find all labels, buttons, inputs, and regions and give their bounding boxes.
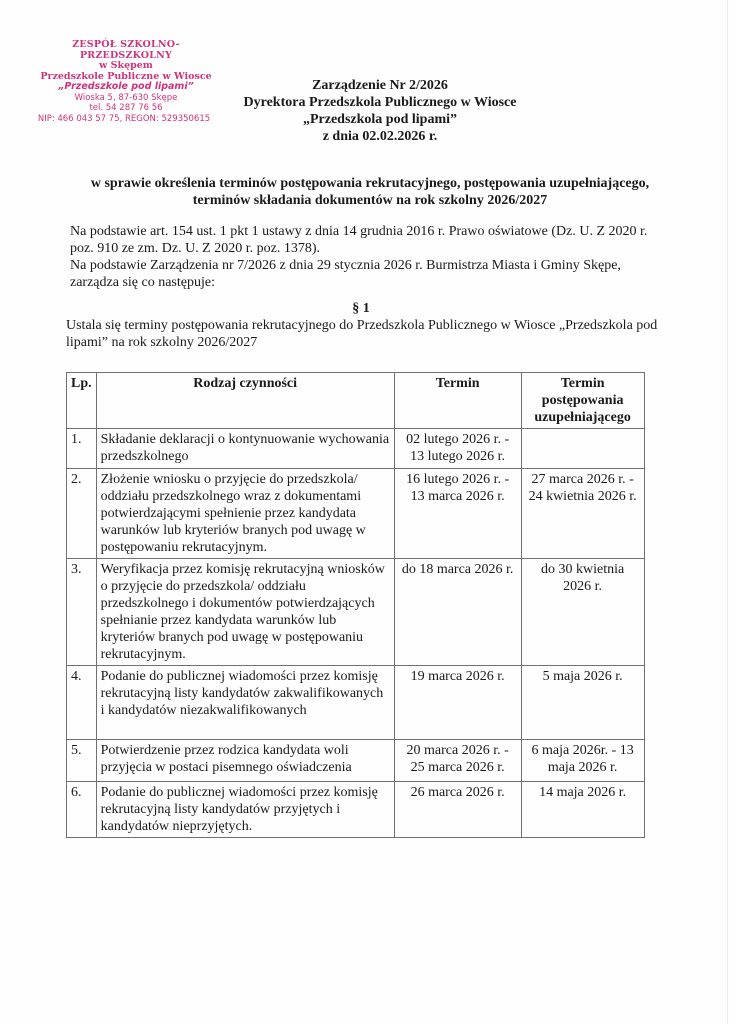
basis-paragraph: Na podstawie art. 154 ust. 1 pkt 1 ustawy z dnia 14 grudnia 2016 r. Prawo oświatowe (Dz. U. Z 2020 r. poz. 910 ze zm. Dz. U. Z 2020 r. poz. 1378). [70,224,648,256]
document-subject [60,175,680,209]
cell-lp: 3. [67,559,97,666]
table-row [67,740,645,782]
title-issuer: Dyrektora Przedszkola Publicznego w Wiosce [243,95,517,110]
table-row [67,666,645,740]
stamp-nip-regon: NIP: 466 043 57 75, REGON: 529350615 [37,113,211,124]
header-activity: Rodzaj czynności [96,373,394,429]
subject-line: terminów składania dokumentów na rok szkolny 2026/2027 [192,193,548,208]
cell-term-supplementary [521,429,644,469]
stamp-line: ZESPÓŁ SZKOLNO-PRZEDSZKOLNY [72,39,180,61]
cell-term-supplementary: 6 maja 2026r. - 13 maja 2026 r. [521,740,644,782]
cell-activity: Podanie do publicznej wiadomości przez komisję rekrutacyjną listy kandydatów przyjętych i kandydatów nieprzyjętych. [96,782,394,838]
page-edge [727,0,728,1024]
cell-activity: Złożenie wniosku o przyjęcie do przedszkola/ oddziału przedszkolnego wraz z dokumentami potwierdzającymi spełnienie przez kandydata warunków lub kryteriów branych pod uwagę w postępowaniu rekrutacyjnym. [96,469,394,559]
table-row [67,559,645,666]
table-row [67,429,645,469]
cell-term-supplementary: 27 marca 2026 r. - 24 kwietnia 2026 r. [521,469,644,559]
subject-line: w sprawie określenia terminów postępowania rekrutacyjnego, postępowania uzupełniającego, [90,176,650,191]
stamp-address: Wioska 5, 87-630 Skępe [74,92,178,103]
stamp-line: w Skępem [99,60,153,71]
cell-activity: Weryfikacja przez komisję rekrutacyjną wniosków o przyjęcie do przedszkola/ oddziału przedszkolnego i dokumentów potwierdzających spełnianie przez kandydata warunków lub kryteriów branych pod uwagę w postępowaniu rekrutacyjnym. [96,559,394,666]
stamp-phone: tel. 54 287 76 56 [89,103,163,113]
table-header-row [67,373,645,429]
stamp-line: „Przedszkole pod lipami” [58,81,194,92]
section-heading: § 1 [352,301,370,316]
document-title [190,77,570,145]
header-term-supplementary: Termin postępowania uzupełniającego [521,373,644,429]
cell-lp: 1. [67,429,97,469]
legal-basis [70,223,670,291]
cell-term: do 18 marca 2026 r. [394,559,521,666]
schedule-table [66,372,645,838]
header-lp: Lp. [67,373,97,429]
cell-lp: 4. [67,666,97,740]
cell-lp: 5. [67,740,97,782]
cell-term: 16 lutego 2026 r. - 13 marca 2026 r. [394,469,521,559]
cell-lp: 2. [67,469,97,559]
title-date: z dnia 02.02.2026 r. [322,129,438,144]
table-row [67,469,645,559]
stamp-line: Przedszkole Publiczne w Wiosce [40,70,212,82]
cell-term: 19 marca 2026 r. [394,666,521,740]
title-number: Zarządzenie Nr 2/2026 [312,78,448,93]
cell-term-supplementary: do 30 kwietnia 2026 r. [521,559,644,666]
basis-paragraph: Na podstawie Zarządzenia nr 7/2026 z dnia 29 stycznia 2026 r. Burmistrza Miasta i Gminy Skępe, zarządza się co następuje: [70,258,621,290]
cell-term-supplementary: 5 maja 2026 r. [521,666,644,740]
section-1 [66,300,666,351]
cell-term-supplementary: 14 maja 2026 r. [521,782,644,838]
header-term: Termin [394,373,521,429]
section-text: Ustala się terminy postępowania rekrutacyjnego do Przedszkola Publicznego w Wiosce „Przedszkola pod lipami” na rok szkolny 2026/2027 [66,318,658,350]
cell-term: 20 marca 2026 r. - 25 marca 2026 r. [394,740,521,782]
cell-term: 26 marca 2026 r. [394,782,521,838]
cell-term: 02 lutego 2026 r. - 13 lutego 2026 r. [394,429,521,469]
cell-activity: Składanie deklaracji o kontynuowanie wychowania przedszkolnego [96,429,394,469]
cell-activity: Potwierdzenie przez rodzica kandydata woli przyjęcia w postaci pisemnego oświadczenia [96,740,394,782]
cell-lp: 6. [67,782,97,838]
cell-activity: Podanie do publicznej wiadomości przez komisję rekrutacyjną listy kandydatów zakwalifikowanych i kandydatów niezakwalifikowanych [96,666,394,740]
table-row [67,782,645,838]
title-name: „Przedszkola pod lipami” [302,112,457,127]
